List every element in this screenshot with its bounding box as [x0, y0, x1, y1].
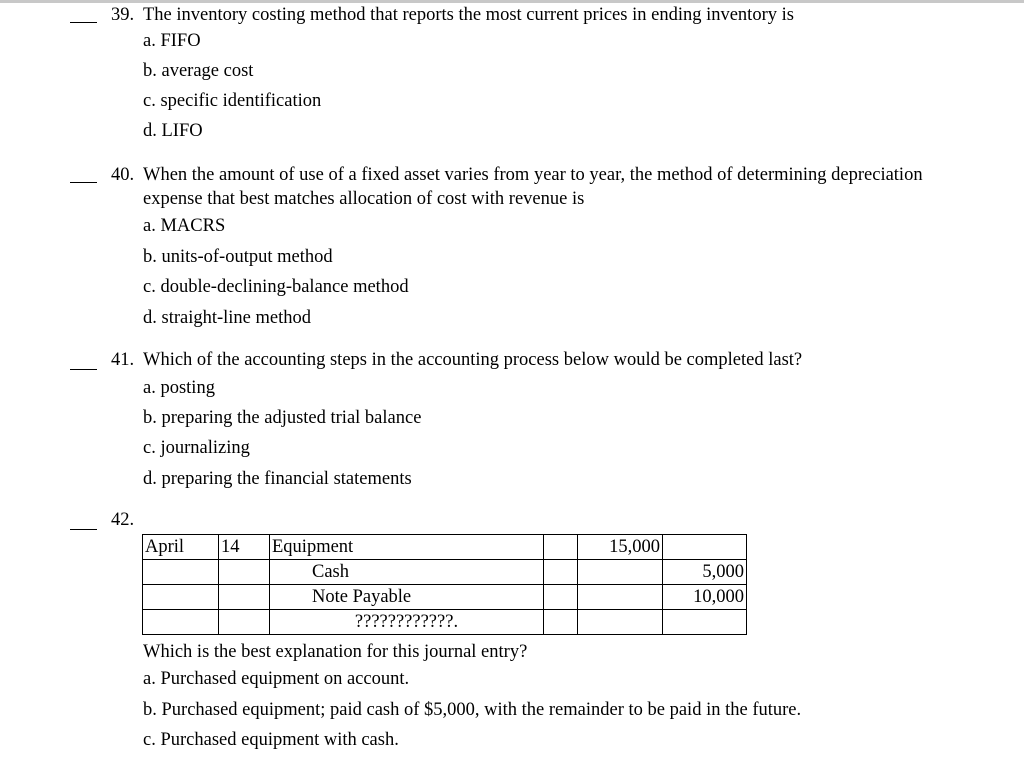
question-39-number: 39.	[111, 5, 135, 25]
question-42-option-a: a. Purchased equipment on account.	[143, 669, 410, 689]
question-42-number: 42.	[111, 510, 135, 530]
question-39-option-d: d. LIFO	[143, 121, 203, 141]
journal-account: Note Payable	[270, 585, 544, 610]
journal-debit	[578, 610, 663, 635]
journal-month	[143, 560, 219, 585]
journal-post-ref	[544, 610, 578, 635]
journal-credit	[663, 610, 747, 635]
journal-post-ref	[544, 560, 578, 585]
journal-entry-table	[142, 534, 747, 635]
journal-month	[143, 610, 219, 635]
journal-day	[219, 585, 270, 610]
question-41-option-d: d. preparing the financial statements	[143, 469, 412, 489]
journal-debit: 15,000	[578, 535, 663, 560]
question-42-option-c: c. Purchased equipment with cash.	[143, 730, 399, 750]
question-39-option-b: b. average cost	[143, 61, 254, 81]
question-39-option-c: c. specific identification	[143, 91, 322, 111]
journal-debit	[578, 560, 663, 585]
journal-credit: 10,000	[663, 585, 747, 610]
question-40-stem-line1: When the amount of use of a fixed asset varies from year to year, the method of determining depreciation	[143, 165, 923, 185]
journal-day	[219, 560, 270, 585]
journal-credit	[663, 535, 747, 560]
journal-row	[143, 560, 747, 585]
journal-month: April	[143, 535, 219, 560]
question-40-stem-line2: expense that best matches allocation of cost with revenue is	[143, 189, 585, 209]
top-border	[0, 0, 1024, 3]
question-41-option-c: c. journalizing	[143, 438, 250, 458]
question-41-option-b: b. preparing the adjusted trial balance	[143, 408, 422, 428]
question-41-stem: Which of the accounting steps in the accounting process below would be completed last?	[143, 350, 803, 370]
question-39-option-a: a. FIFO	[143, 31, 201, 51]
journal-post-ref	[544, 535, 578, 560]
journal-credit: 5,000	[663, 560, 747, 585]
question-40-option-b: b. units-of-output method	[143, 247, 333, 267]
answer-blank-39[interactable]	[70, 22, 97, 23]
question-40-option-c: c. double-declining-balance method	[143, 277, 409, 297]
journal-row	[143, 610, 747, 635]
journal-day: 14	[219, 535, 270, 560]
journal-row	[143, 535, 747, 560]
journal-month	[143, 585, 219, 610]
journal-account: Cash	[270, 560, 544, 585]
answer-blank-41[interactable]	[70, 369, 97, 370]
answer-blank-42[interactable]	[70, 529, 97, 530]
question-40-number: 40.	[111, 165, 135, 185]
question-42-stem: Which is the best explanation for this journal entry?	[143, 642, 528, 662]
question-41-option-a: a. posting	[143, 378, 215, 398]
answer-blank-40[interactable]	[70, 182, 97, 183]
question-41-number: 41.	[111, 350, 135, 370]
journal-post-ref	[544, 585, 578, 610]
journal-day	[219, 610, 270, 635]
journal-account: ????????????.	[270, 610, 544, 635]
journal-account: Equipment	[270, 535, 544, 560]
question-42-option-b: b. Purchased equipment; paid cash of $5,000, with the remainder to be paid in the future.	[143, 700, 802, 720]
question-40-option-d: d. straight-line method	[143, 308, 312, 328]
journal-row	[143, 585, 747, 610]
question-39-stem: The inventory costing method that reports the most current prices in ending inventory is	[143, 5, 794, 25]
question-40-option-a: a. MACRS	[143, 216, 226, 236]
journal-debit	[578, 585, 663, 610]
